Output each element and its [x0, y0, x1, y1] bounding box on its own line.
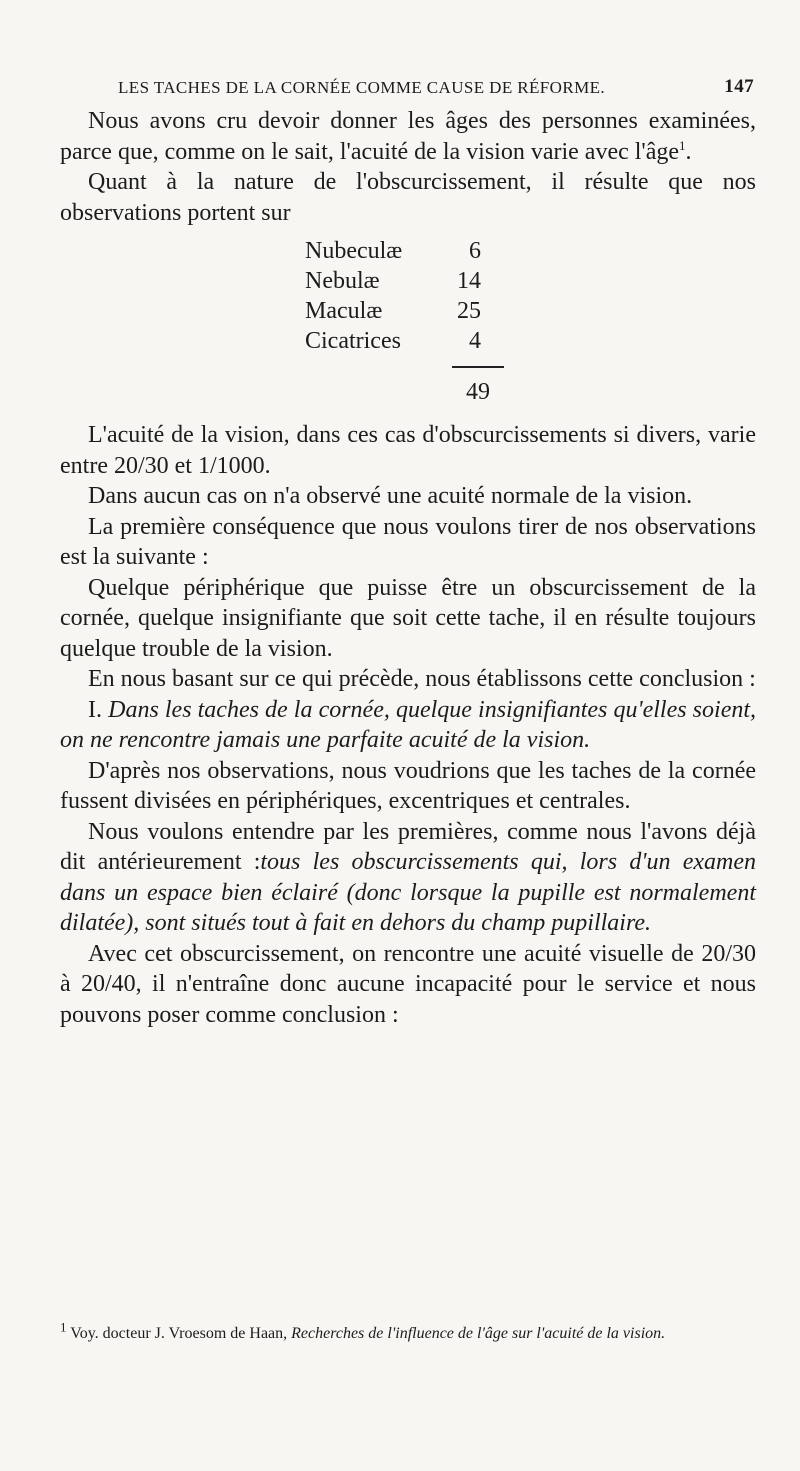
paragraph-acuity: L'acuité de la vision, dans ces cas d'obscurcissements si divers, varie entre 20/30 et 1/1000. [60, 422, 756, 479]
table-row [305, 236, 756, 266]
paragraph-classification: D'après nos observations, nous voudrions que les taches de la cornée fussent divisées en périphériques, excentriques et centrales. [60, 757, 756, 814]
footnote [60, 1319, 756, 1346]
row-value: 14 [457, 268, 481, 294]
paragraph-conclusion-intro: En nous basant sur ce qui précède, nous établissons cette conclusion : [88, 666, 756, 692]
row-label: Maculæ [305, 298, 383, 324]
paragraph-normal: Dans aucun cas on n'a observé une acuité normale de la vision. [88, 483, 693, 509]
page [60, 72, 756, 1030]
footnote-ref: 1 [679, 137, 686, 153]
row-label: Nebulæ [305, 268, 380, 294]
conclusion-text: Dans les taches de la cornée, quelque insignifiantes qu'elles soient, on ne rencontre jamais une parfaite acuité de la vision. [60, 696, 757, 753]
paragraph-definition [60, 817, 756, 939]
footnote-text: Voy. docteur J. Vroesom de Haan, [70, 1325, 288, 1342]
table-total: 49 [466, 379, 490, 405]
row-value: 6 [469, 238, 481, 264]
conclusion-number: I. [88, 696, 102, 723]
table-row [305, 266, 756, 296]
row-value: 25 [457, 298, 481, 324]
paragraph-peripheral: Quelque périphérique que puisse être un obscurcissement de la cornée, quelque insignifiante que soit cette tache, il en résulte toujours quelque trouble de la vision. [60, 574, 756, 662]
row-value: 4 [469, 328, 481, 354]
paragraph-ages-end: . [685, 138, 692, 165]
table-row [305, 296, 756, 326]
footnote-mark: 1 [60, 1319, 67, 1335]
paragraph-ages [60, 106, 756, 167]
paragraph-consequence: La première conséquence que nous voulons tirer de nos observations est la suivante : [60, 513, 756, 570]
paragraph-ages-text: Nous avons cru devoir donner les âges des personnes examinées, parce que, comme on le sait, l'acuité de la vision varie avec l'âge [60, 108, 756, 165]
sum-rule [452, 366, 504, 368]
paragraph-service: Avec cet obscurcissement, on rencontre une acuité visuelle de 20/30 à 20/40, il n'entraîne donc aucune incapacité pour le service et nous pouvons poser comme conclusion : [60, 940, 756, 1028]
row-label: Cicatrices [305, 328, 401, 354]
count-table [305, 236, 756, 356]
footnote-title: Recherches de l'influence de l'âge sur l'acuité de la vision. [291, 1325, 666, 1342]
paragraph-nature: Quant à la nature de l'obscurcissement, il résulte que nos observations portent sur [60, 169, 756, 226]
page-number: 147 [724, 76, 754, 97]
table-row [305, 326, 756, 356]
conclusion-one [60, 695, 756, 756]
running-header [60, 72, 756, 106]
row-label: Nubeculæ [305, 238, 403, 264]
definition-italic: tous les obscurcissements qui, lors d'un examen dans un espace bien éclairé (donc lorsque la pupille est normalement dilatée), sont situés tout à fait en dehors du champ pupillaire. [60, 849, 756, 936]
running-title: LES TACHES DE LA CORNÉE COMME CAUSE DE RÉFORME. [118, 78, 606, 97]
definition-lead: Nous voulons entendre par les premières, comme nous l'avons déjà dit antérieurement : [60, 818, 756, 875]
